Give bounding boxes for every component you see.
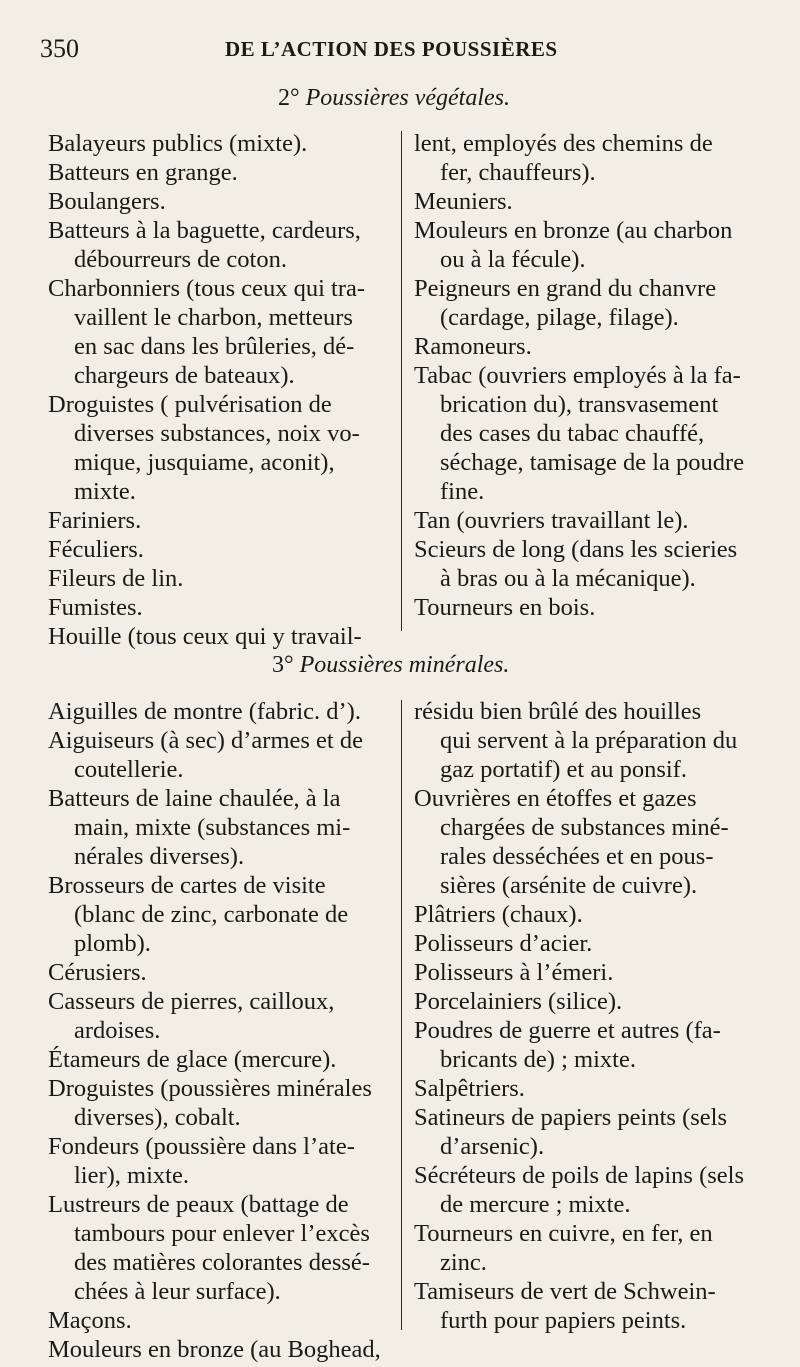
section-label: Poussières minérales.	[299, 652, 510, 678]
entry: Mouleurs en bronze (au Boghead,	[48, 1336, 381, 1363]
entry: Féculiers.	[48, 536, 144, 563]
entry: Droguistes ( pulvérisation de diverses substances, noix vo- mique, jusquiame, aconit), mixte.	[48, 391, 360, 505]
minerales-left-column	[48, 697, 396, 1364]
entry: Fileurs de lin.	[48, 565, 184, 592]
entry: Poudres de guerre et autres (fa- bricants de) ; mixte.	[414, 1017, 721, 1073]
entry: Polisseurs à l’émeri.	[414, 959, 614, 986]
entry: Tan (ouvriers travaillant le).	[414, 507, 689, 534]
vegetales-right-column	[414, 129, 754, 622]
entry: Droguistes (poussières minérales diverses), cobalt.	[48, 1075, 372, 1131]
entry: lent, employés des chemins de fer, chauffeurs).	[414, 130, 713, 186]
entry: Tourneurs en bois.	[414, 594, 596, 621]
entry: Plâtriers (chaux).	[414, 901, 583, 928]
column-divider	[401, 700, 402, 1330]
entry: Tamiseurs de vert de Schwein- furth pour papiers peints.	[414, 1278, 716, 1334]
page-number: 350	[40, 34, 79, 63]
entry: Cérusiers.	[48, 959, 147, 986]
entry: Scieurs de long (dans les scieries à bras ou à la mécanique).	[414, 536, 738, 592]
entry: Batteurs à la baguette, cardeurs, débourreurs de coton.	[48, 217, 361, 273]
section-title-vegetales	[278, 85, 510, 112]
entry: Lustreurs de peaux (battage de tambours pour enlever l’excès des matières colorantes dessé- chées à leur surface).	[48, 1191, 370, 1305]
entry: Meuniers.	[414, 188, 513, 215]
section-number: 3°	[272, 652, 294, 678]
section-number: 2°	[278, 85, 300, 111]
entry: Mouleurs en bronze (au charbon ou à la fécule).	[414, 217, 733, 273]
entry: Porcelainiers (silice).	[414, 988, 623, 1015]
minerales-right-column	[414, 697, 756, 1335]
vegetales-left-column	[48, 129, 396, 651]
entry: Aiguilles de montre (fabric. d’).	[48, 698, 361, 725]
entry: Charbonniers (tous ceux qui tra- vaillent le charbon, metteurs en sac dans les brûleries, dé- chargeurs de bateaux).	[48, 275, 366, 389]
entry: Balayeurs publics (mixte).	[48, 130, 308, 157]
section-title-minerales	[272, 652, 509, 679]
entry: Polisseurs d’acier.	[414, 930, 593, 957]
entry: Brosseurs de cartes de visite (blanc de zinc, carbonate de plomb).	[48, 872, 349, 957]
entry: Fumistes.	[48, 594, 143, 621]
entry: résidu bien brûlé des houilles qui servent à la préparation du gaz portatif) et au ponsif.	[414, 698, 738, 783]
entry: Boulangers.	[48, 188, 166, 215]
entry: Salpêtriers.	[414, 1075, 525, 1102]
entry: Tourneurs en cuivre, en fer, en zinc.	[414, 1220, 713, 1276]
entry: Casseurs de pierres, cailloux, ardoises.	[48, 988, 335, 1044]
entry: Ramoneurs.	[414, 333, 532, 360]
entry: Tabac (ouvriers employés à la fa- brication du), transvasement des cases du tabac chauffé, séchage, tamisage de la poudre fine.	[414, 362, 745, 505]
entry: Aiguiseurs (à sec) d’armes et de coutellerie.	[48, 727, 363, 783]
entry: Batteurs de laine chaulée, à la main, mixte (substances mi- nérales diverses).	[48, 785, 351, 870]
column-divider	[401, 131, 402, 631]
entry: Batteurs en grange.	[48, 159, 238, 186]
entry: Maçons.	[48, 1307, 132, 1334]
entry: Satineurs de papiers peints (sels d’arsenic).	[414, 1104, 727, 1160]
entry: Houille (tous ceux qui y travail-	[48, 623, 362, 650]
running-head: DE L’ACTION DES POUSSIÈRES	[225, 37, 558, 61]
entry: Étameurs de glace (mercure).	[48, 1046, 337, 1073]
entry: Fondeurs (poussière dans l’ate- lier), mixte.	[48, 1133, 355, 1189]
entry: Sécréteurs de poils de lapins (sels de mercure ; mixte.	[414, 1162, 744, 1218]
section-label: Poussières végétales.	[305, 85, 510, 111]
entry: Peigneurs en grand du chanvre (cardage, pilage, filage).	[414, 275, 717, 331]
entry: Fariniers.	[48, 507, 142, 534]
entry: Ouvrières en étoffes et gazes chargées de substances miné- rales desséchées et en pous- sières (arsénite de cuivre).	[414, 785, 729, 899]
